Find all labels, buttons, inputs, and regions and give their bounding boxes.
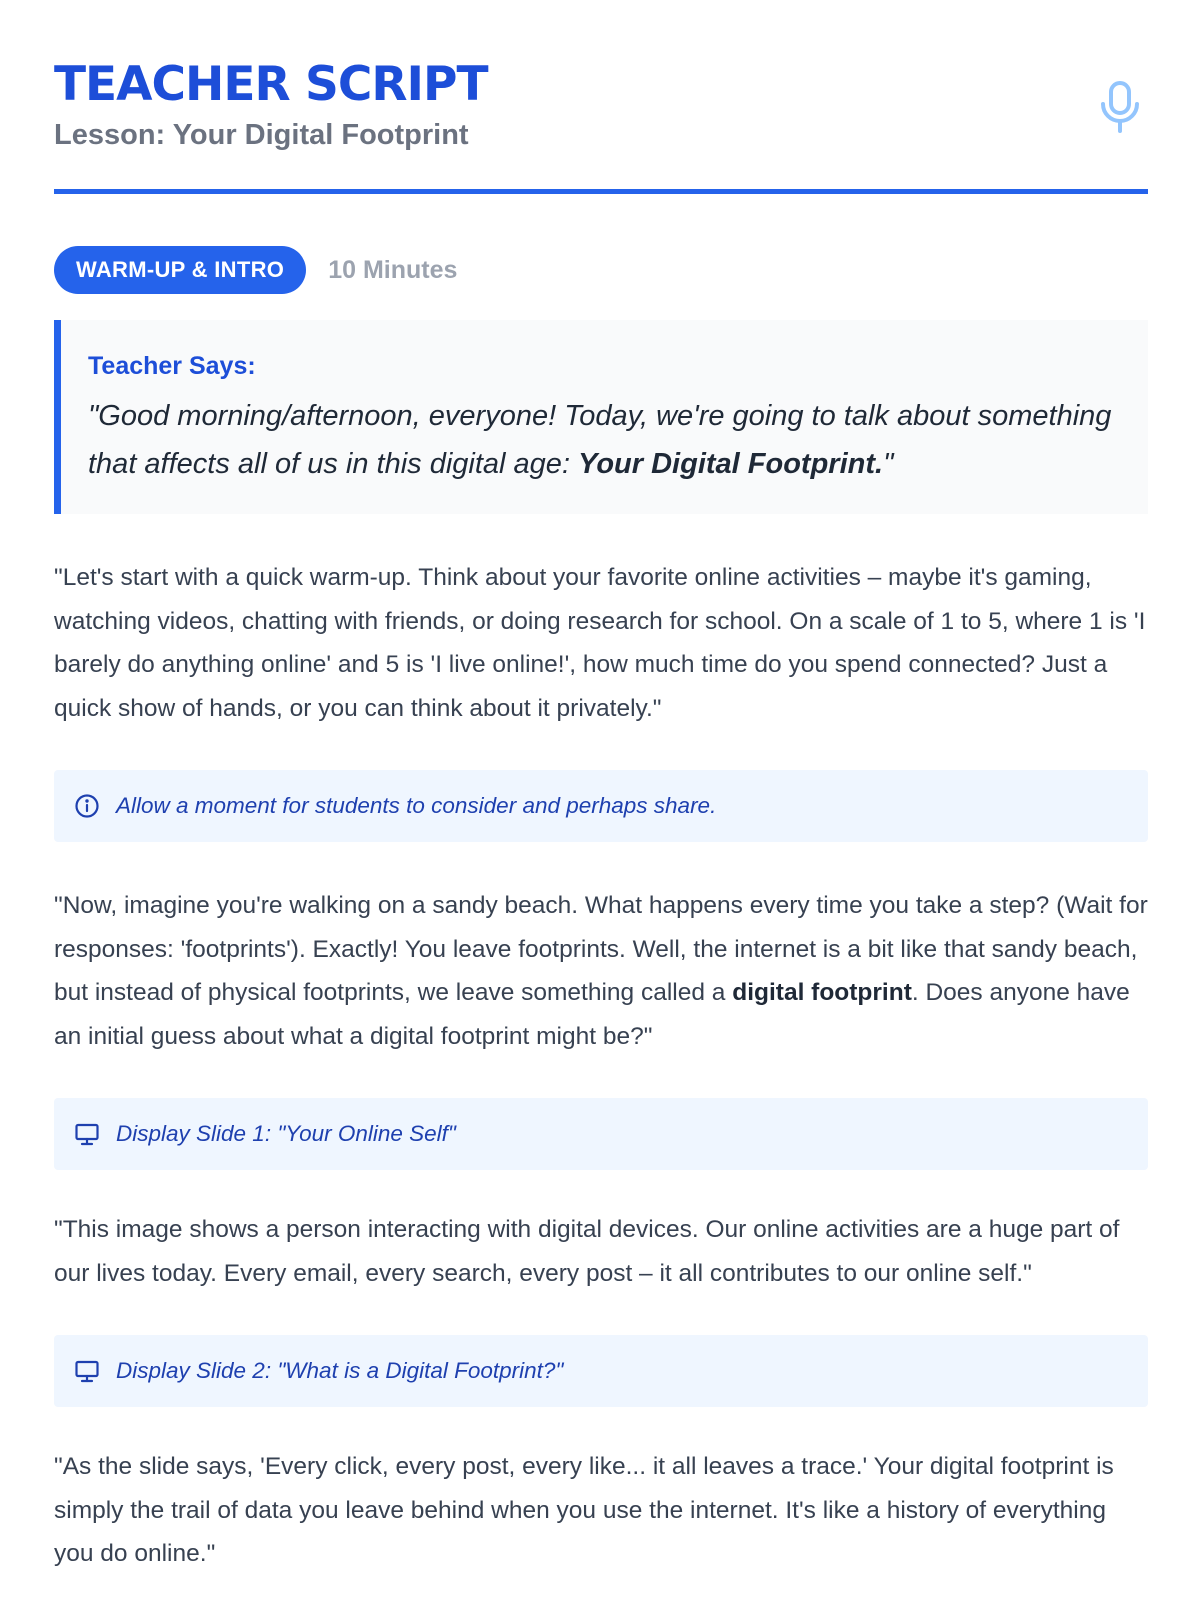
teacher-says-quote — [88, 392, 1118, 488]
monitor-icon — [74, 1358, 100, 1384]
paragraph-text: "Now, imagine you're walking on a sandy beach. What happens every time you take a step? (Wait for responses: 'footprints'). Exactly! You leave footprints. Well, the internet is a bit like that sandy beach, but instead of physical footprints, we leave something called a — [54, 892, 1148, 1006]
quote-emphasis: Your Digital Footprint. — [578, 448, 884, 480]
paragraph-text-end: . Does anyone have an initial guess about what a digital footprint might be?" — [54, 979, 1130, 1050]
stage-note-text: Allow a moment for students to consider and perhaps share. — [116, 793, 717, 818]
stage-note-text: Display Slide 2: "What is a Digital Footprint?" — [116, 1358, 564, 1383]
stage-note-slide-1 — [54, 1098, 1148, 1170]
stage-note-slide-2 — [54, 1335, 1148, 1407]
section-duration: 10 Minutes — [328, 255, 458, 284]
script-paragraph-warmup: "Let's start with a quick warm-up. Think about your favorite online activities – maybe it's gaming, watching videos, chatting with friends, or doing research for school. On a scale of 1 to 5, where 1 is 'I barely do anything online' and 5 is 'I live online!', how much time do you spend connected? Just a quick show of hands, or you can think about it privately." — [54, 564, 1146, 722]
monitor-icon — [74, 1121, 100, 1147]
teacher-says-label: Teacher Says: — [88, 352, 256, 380]
script-page — [54, 0, 1148, 1576]
section-badge: WARM-UP & INTRO — [54, 246, 306, 294]
script-paragraph-beach — [54, 884, 1148, 1058]
quote-text: "Good morning/afternoon, everyone! Today, we're going to talk about something that affects all of us in this digital age: — [88, 400, 1112, 480]
quote-close: " — [883, 448, 894, 480]
paragraph-emphasis: digital footprint — [732, 979, 912, 1006]
teacher-says-box — [54, 320, 1148, 514]
info-icon — [74, 793, 100, 819]
page-title: TEACHER SCRIPT — [54, 57, 488, 112]
script-paragraph-trace: "As the slide says, 'Every click, every post, every like... it all leaves a trace.' Your digital footprint is simply the trail of data you leave behind when you use the internet. It's like a history of everything you do online." — [54, 1453, 1114, 1567]
page-header — [54, 0, 1148, 194]
script-paragraph-online-self: "This image shows a person interacting with digital devices. Our online activities are a huge part of our lives today. Every email, every search, every post – it all contributes to our online self." — [54, 1216, 1120, 1287]
section-header — [54, 246, 1148, 294]
stage-note-allow-moment — [54, 770, 1148, 842]
stage-note-text: Display Slide 1: "Your Online Self" — [116, 1121, 456, 1146]
microphone-icon[interactable] — [1098, 80, 1142, 134]
lesson-subtitle: Lesson: Your Digital Footprint — [54, 119, 469, 151]
